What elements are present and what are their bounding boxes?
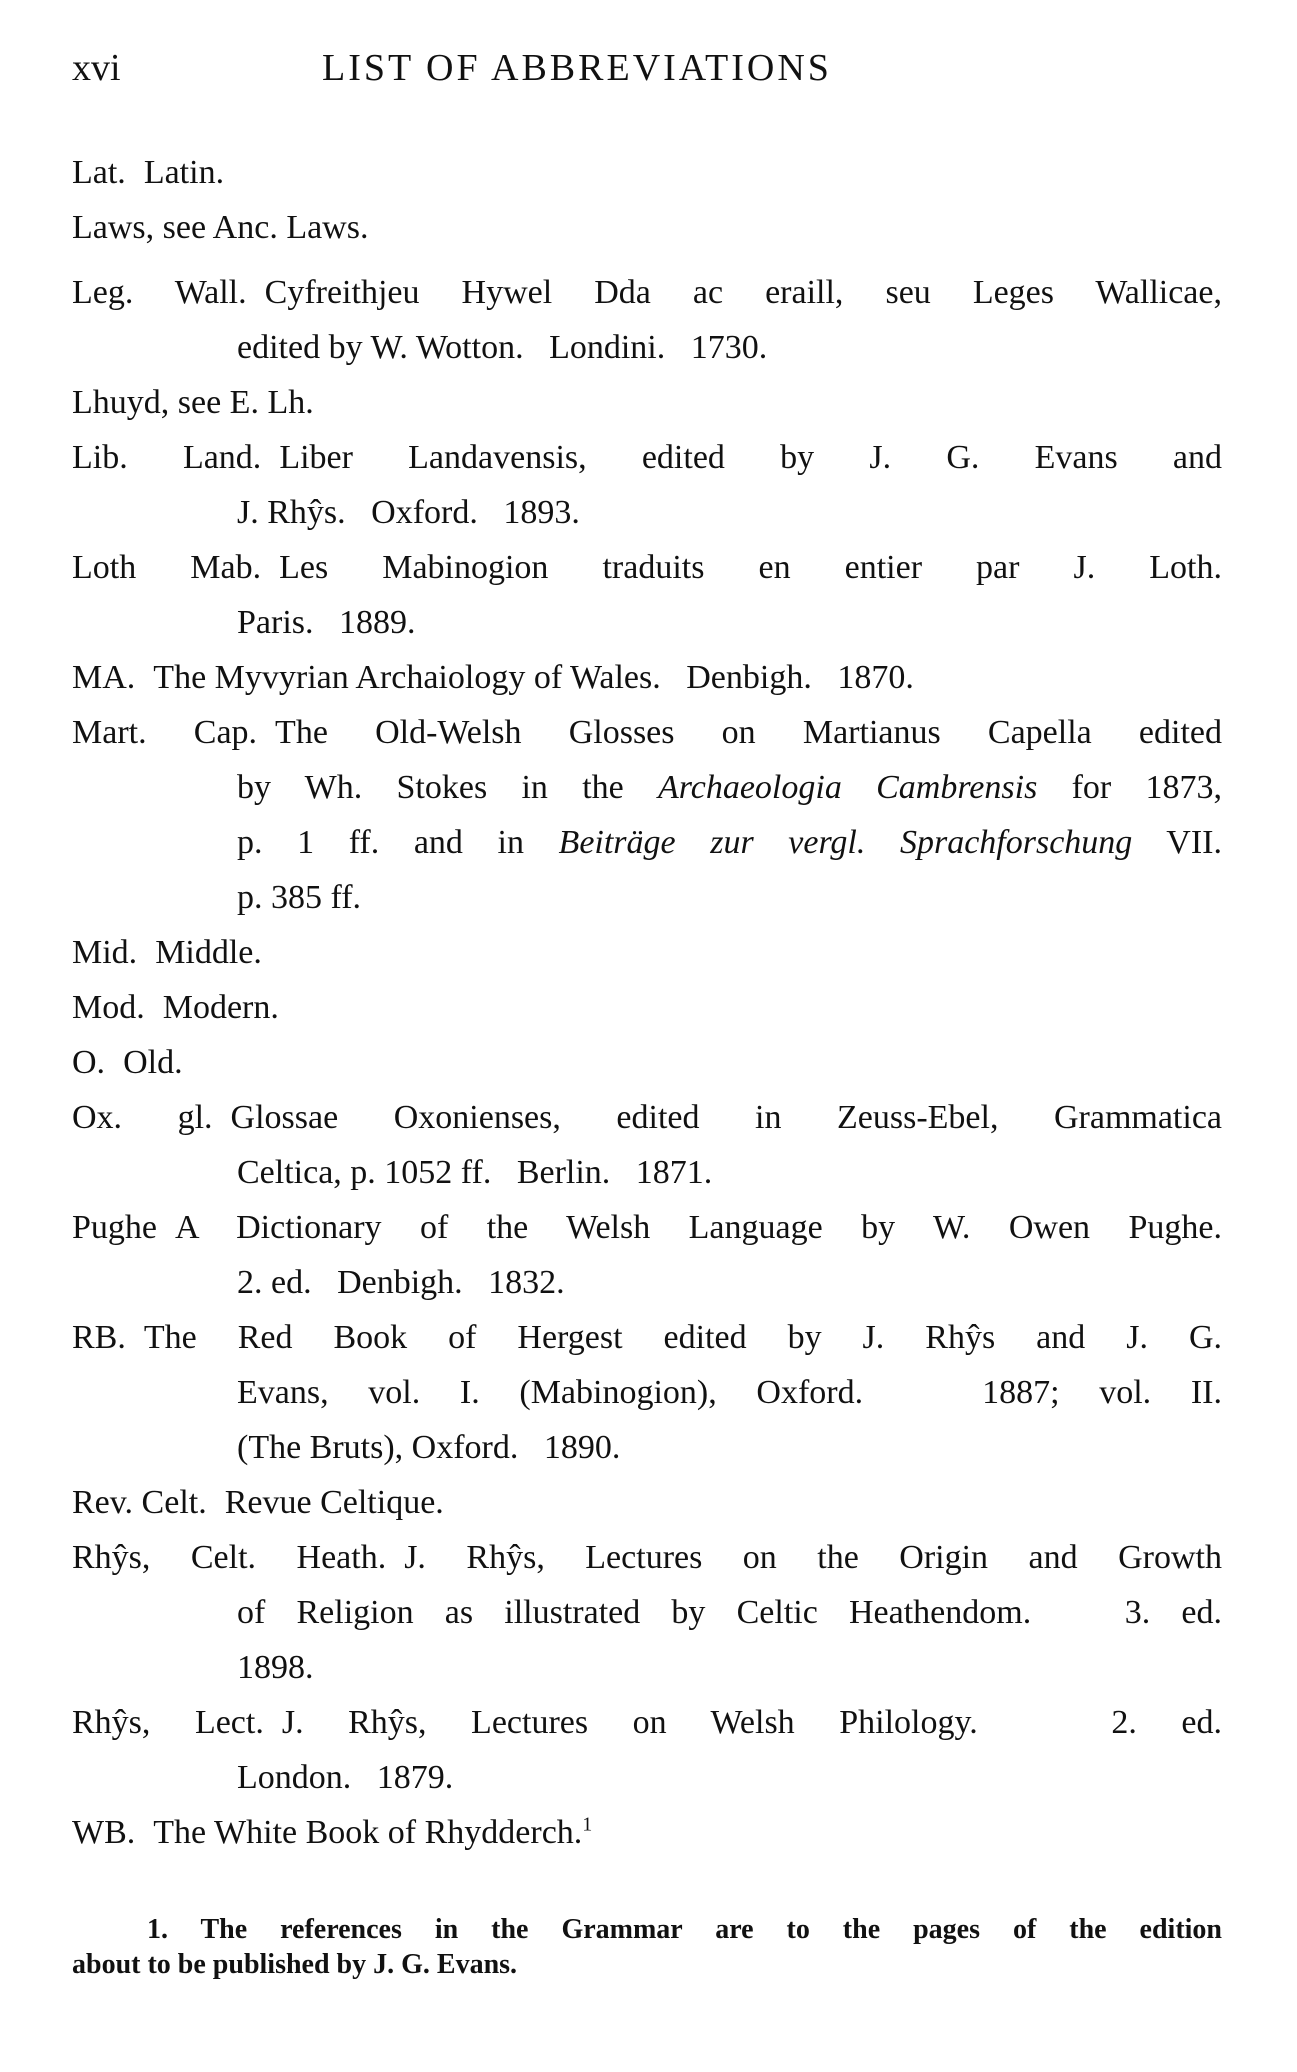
abbreviation-term: O. — [72, 1044, 106, 1081]
abbreviation-entry — [72, 650, 1222, 705]
abbreviation-term: MA. — [72, 659, 136, 696]
entry-first-line — [72, 1530, 1222, 1585]
entry-continuation-line — [72, 320, 1222, 375]
abbreviation-entry — [72, 705, 1222, 925]
entry-first-line — [72, 1310, 1222, 1365]
abbreviation-entry — [72, 980, 1222, 1035]
page-header — [72, 46, 1222, 96]
abbreviation-term: Loth Mab. — [72, 549, 262, 586]
abbreviation-entry — [72, 145, 1222, 200]
abbreviation-term: Ox. gl. — [72, 1099, 213, 1136]
entry-first-line — [72, 1035, 1222, 1090]
abbreviation-entry — [72, 375, 1222, 430]
entry-text: London. 1879. — [237, 1759, 454, 1796]
entry-text: Glossae Oxonienses, edited in Zeuss-Ebel, Grammatica — [230, 1099, 1223, 1136]
entry-text: p. 1 ff. and in — [237, 824, 559, 861]
entry-text: The Red Book of Hergest edited by J. Rhŷs and J. G. — [143, 1319, 1222, 1356]
entry-text: by Wh. Stokes in the — [237, 769, 659, 806]
entry-text: Cyfreithjeu Hywel Dda ac eraill, seu Leges Wallicae, — [264, 274, 1222, 311]
entry-first-line — [72, 925, 1222, 980]
entry-text: Old. — [123, 1044, 183, 1081]
entry-text: Celtica, p. 1052 ff. Berlin. 1871. — [237, 1154, 713, 1191]
entry-first-line — [72, 540, 1222, 595]
entry-text: Paris. 1889. — [237, 604, 416, 641]
entry-first-line — [72, 650, 1222, 705]
footnote-line: about to be published by J. G. Evans. — [72, 1949, 518, 1980]
abbreviation-entry — [72, 925, 1222, 980]
entry-first-line — [72, 705, 1222, 760]
footnote-line: 1. The references in the Grammar are to the pages of the edition — [147, 1914, 1222, 1945]
footnote-marker: 1 — [582, 1813, 593, 1836]
abbreviation-term: Rhŷs, Celt. Heath. — [72, 1539, 387, 1576]
entry-first-line — [72, 980, 1222, 1035]
entry-text: of Religion as illustrated by Celtic Heathendom. 3. ed. — [237, 1594, 1222, 1631]
abbreviation-term: Mid. — [72, 934, 138, 971]
entry-first-line — [72, 375, 1222, 430]
abbreviation-term: Pughe — [72, 1209, 157, 1246]
abbreviation-entry — [72, 1090, 1222, 1200]
entry-first-line — [72, 145, 1222, 200]
entry-text: Evans, vol. I. (Mabinogion), Oxford. 1887; vol. II. — [237, 1374, 1222, 1411]
abbreviation-entry — [72, 1310, 1222, 1475]
abbreviation-term: Mart. Cap. — [72, 714, 258, 751]
entry-text: VII. — [1132, 824, 1222, 861]
abbreviation-entry — [72, 1035, 1222, 1090]
entry-text: The White Book of Rhydderch. — [153, 1814, 583, 1851]
entry-continuation-line — [72, 1585, 1222, 1640]
entry-first-line — [72, 1805, 1222, 1860]
entry-text: Modern. — [162, 989, 279, 1026]
entry-continuation-line — [72, 870, 1222, 925]
entry-text: Les Mabinogion traduits en entier par J. Loth. — [279, 549, 1222, 586]
entry-text: The Old-Welsh Glosses on Martianus Capella edited — [275, 714, 1222, 751]
page-number: xvi — [72, 47, 121, 89]
italic-title: Beiträge zur vergl. Sprachforschung — [558, 824, 1133, 861]
footnote — [72, 1912, 1222, 1982]
abbreviation-entry — [72, 540, 1222, 650]
abbreviation-entry — [72, 1200, 1222, 1310]
entry-text: The Myvyrian Archaiology of Wales. Denbigh. 1870. — [153, 659, 914, 696]
entry-first-line — [72, 200, 1222, 255]
entry-first-line — [72, 1090, 1222, 1145]
entry-text: Liber Landavensis, edited by J. G. Evans and — [279, 439, 1223, 476]
abbreviation-entry — [72, 1475, 1222, 1530]
entry-first-line — [72, 430, 1222, 485]
entry-text: Revue Celtique. — [224, 1484, 444, 1521]
abbreviation-term: WB. — [72, 1814, 136, 1851]
abbreviation-entry — [72, 265, 1222, 375]
entry-text: edited by W. Wotton. Londini. 1730. — [237, 329, 768, 366]
abbreviation-term: RB. — [72, 1319, 126, 1356]
abbreviation-term: Rhŷs, Lect. — [72, 1704, 264, 1741]
entry-first-line — [72, 265, 1222, 320]
entry-text: p. 385 ff. — [237, 879, 362, 916]
abbreviation-term: Rev. Celt. — [72, 1484, 207, 1521]
abbreviation-term: Mod. — [72, 989, 145, 1026]
abbreviation-term: Laws, see Anc. Laws. — [72, 209, 369, 246]
entry-continuation-line — [72, 1640, 1222, 1695]
entry-text: for 1873, — [1037, 769, 1223, 806]
entry-continuation-line — [72, 1420, 1222, 1475]
entry-text: J. Rhŷs, Lectures on Welsh Philology. 2. ed. — [281, 1704, 1222, 1741]
page-title: LIST OF ABBREVIATIONS — [322, 47, 832, 89]
entry-text: (The Bruts), Oxford. 1890. — [237, 1429, 621, 1466]
abbreviation-entry — [72, 200, 1222, 255]
entry-text: Middle. — [155, 934, 262, 971]
entry-continuation-line — [72, 1750, 1222, 1805]
entry-first-line — [72, 1475, 1222, 1530]
entry-text: 2. ed. Denbigh. 1832. — [237, 1264, 565, 1301]
abbreviation-list — [72, 145, 1222, 1860]
abbreviation-term: Lib. Land. — [72, 439, 262, 476]
abbreviation-entry — [72, 1805, 1222, 1860]
entry-text: A Dictionary of the Welsh Language by W. Owen Pughe. — [175, 1209, 1222, 1246]
entry-first-line — [72, 1695, 1222, 1750]
italic-title: Archaeologia Cambrensis — [658, 769, 1038, 806]
entry-text: J. Rhŷs. Oxford. 1893. — [237, 494, 580, 531]
entry-text: J. Rhŷs, Lectures on the Origin and Growth — [404, 1539, 1222, 1576]
entry-text: Latin. — [143, 154, 225, 191]
entry-continuation-line — [72, 1255, 1222, 1310]
abbreviation-term: Lat. — [72, 154, 126, 191]
entry-continuation-line — [72, 1145, 1222, 1200]
abbreviation-entry — [72, 1695, 1222, 1805]
abbreviation-entry — [72, 430, 1222, 540]
abbreviation-entry — [72, 1530, 1222, 1695]
entry-continuation-line — [72, 815, 1222, 870]
entry-continuation-line — [72, 760, 1222, 815]
entry-first-line — [72, 1200, 1222, 1255]
entry-continuation-line — [72, 595, 1222, 650]
abbreviation-term: Leg. Wall. — [72, 274, 247, 311]
entry-continuation-line — [72, 485, 1222, 540]
abbreviation-term: Lhuyd, see E. Lh. — [72, 384, 314, 421]
entry-continuation-line — [72, 1365, 1222, 1420]
entry-text: 1898. — [237, 1649, 314, 1686]
